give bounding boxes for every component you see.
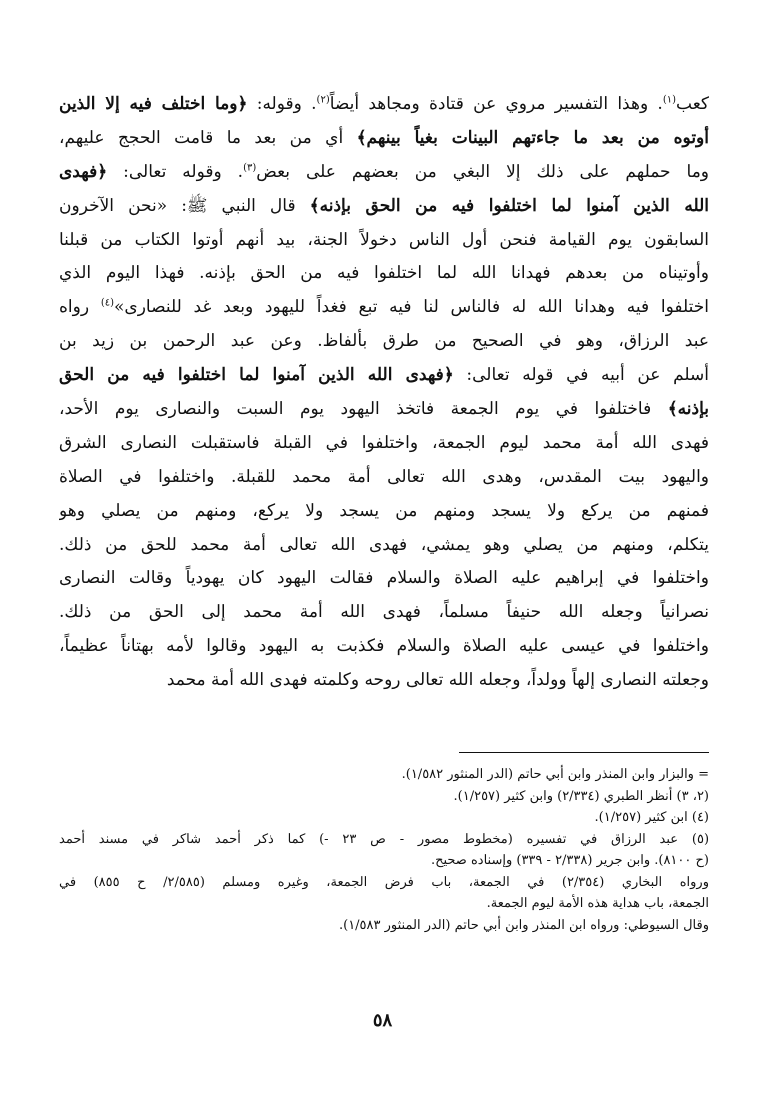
text-span: . وهذا التفسير مروي عن قتادة ومجاهد أيضاً [329,94,663,114]
text-span: . وقوله: [247,94,317,114]
text-span: واختلفوا في إبراهيم عليه الصلاة والسلام فقالت اليهود كان يهودياً وقالت النصارى [59,568,709,589]
text-span: السابقون يوم القيامة فنحن أول الناس دخولاً الجنة، بيد أنهم أوتوا الكتاب من قبلنا [59,229,709,250]
footnote-line: (٥) عبد الرزاق في تفسيره (مخطوط مصور - ص ٢٣ -) كما ذكر أحمد شاكر في مسند أحمد [59,831,709,847]
text-line [59,190,709,224]
text-line [59,224,709,258]
footnote-marker: (٢) [316,94,330,106]
text-line [59,495,709,529]
text-span: نصرانياً وجعله الله حنيفاً مسلماً، فهدى الله أمة محمد إلى الحق من ذلك. [59,602,709,623]
footnote-line: = والبزار وابن المنذر وابن أبي حاتم (الدر المنثور ١/٥٨٢). [401,767,709,782]
footnotes-block [59,764,709,936]
footnote-line: ورواه البخاري (٢/٣٥٤) في الجمعة، باب فرض الجمعة، وغيره ومسلم (٢/٥٨٥/ ح ٨٥٥) في [59,874,709,890]
text-line [59,427,709,461]
footnote-line: الجمعة، باب هداية هذه الأمة ليوم الجمعة. [486,896,709,911]
footnote-separator [459,752,709,753]
text-line [59,664,709,698]
text-span: وما حملهم على ذلك إلا البغي من بعضهم على بعض [256,161,709,182]
text-span: فمنهم من يركع ولا يسجد ومنهم من يسجد ولا يركع، ومنهم من يصلي وهو [59,500,709,521]
text-span: قال النبي ﷺ: «نحن الآخرون [59,195,310,216]
text-span: أسلم عن أبيه في قوله تعالى: [453,365,709,386]
text-span: . وقوله تعالى: [107,161,244,182]
text-line [59,325,709,359]
quran-quote: بإذنه﴾ [667,399,709,420]
footnote-marker: (٤) [100,297,114,309]
text-span: يتكلم، ومنهم من يصلي وهو يمشي، فهدى الله تعالى أمة محمد للحق من ذلك. [59,534,709,555]
text-span: اختلفوا فيه وهدانا الله له فالناس لنا فيه تبع فغداً لليهود وبعد غد للنصارى» [114,297,709,318]
text-line [59,257,709,291]
text-line [59,88,709,122]
text-span: واليهود بيت المقدس، وهدى الله تعالى أمة محمد للقبلة. واختلفوا في الصلاة [59,466,709,487]
text-span: فاختلفوا في يوم الجمعة فاتخذ اليهود يوم السبت والنصارى يوم الأحد، [59,399,668,420]
text-line [59,156,709,190]
footnote-line: وقال السيوطي: ورواه ابن المنذر وابن أبي حاتم (الدر المنثور ١/٥٨٣). [338,917,709,933]
footnote-line: (ح ٨١٠٠). وابن جرير (٢/٣٣٨ - ٣٣٩) وإسناده صحيح. [430,853,709,868]
text-span: وجعلته النصارى إلهاً وولداً، وجعله الله تعالى روحه وكلمته فهدى الله أمة محمد [166,670,709,691]
text-line [59,393,709,427]
footnote-line: (٢، ٣) أنظر الطبري (٢/٣٣٤) وابن كثير (١/٢٥٧). [453,788,709,804]
text-line [59,562,709,596]
text-span: وأوتيناه من بعدهم فهدانا الله لما اختلفوا فيه من الحق بإذنه. فهذا اليوم الذي [59,263,709,284]
footnote-line: (٤) ابن كثير (١/٢٥٧). [594,810,709,825]
text-line [59,291,709,325]
text-line [59,461,709,495]
quran-quote: الله الذين آمنوا لما اختلفوا فيه من الحق بإذنه﴾ [309,195,709,216]
footnote-marker: (١) [662,94,677,106]
page-number: ٥٨ [372,1010,393,1031]
quran-quote: ﴿وما اختلف فيه إلا الذين [59,94,248,114]
text-line [59,122,709,156]
quran-quote: أوتوه من بعد ما جاءتهم البينات بغياً بينهم﴾ [356,127,709,148]
text-line [59,529,709,563]
text-span: أي من بعد ما قامت الحجج عليهم، [59,127,357,148]
text-span: كعب [676,94,709,114]
main-text-block [59,88,709,698]
text-span: رواه [59,297,101,318]
text-line [59,630,709,664]
quran-quote: ﴿فهدى [59,161,108,182]
footnote-marker: (٣) [243,162,257,174]
text-span: فهدى الله أمة محمد ليوم الجمعة، واختلفوا في القبلة فاستقبلت النصارى الشرق [59,432,709,453]
text-span: واختلفوا في عيسى عليه الصلاة والسلام فكذبت به اليهود وقالوا لأمه بهتاناً عظيماً، [59,636,709,657]
quran-quote: ﴿فهدى الله الذين آمنوا لما اختلفوا فيه من الحق [59,365,454,386]
text-line [59,359,709,393]
text-span: عبد الرزاق، وهو في الصحيح من طرق بألفاظ. وعن عبد الرحمن بن زيد بن [59,331,709,352]
text-line [59,596,709,630]
